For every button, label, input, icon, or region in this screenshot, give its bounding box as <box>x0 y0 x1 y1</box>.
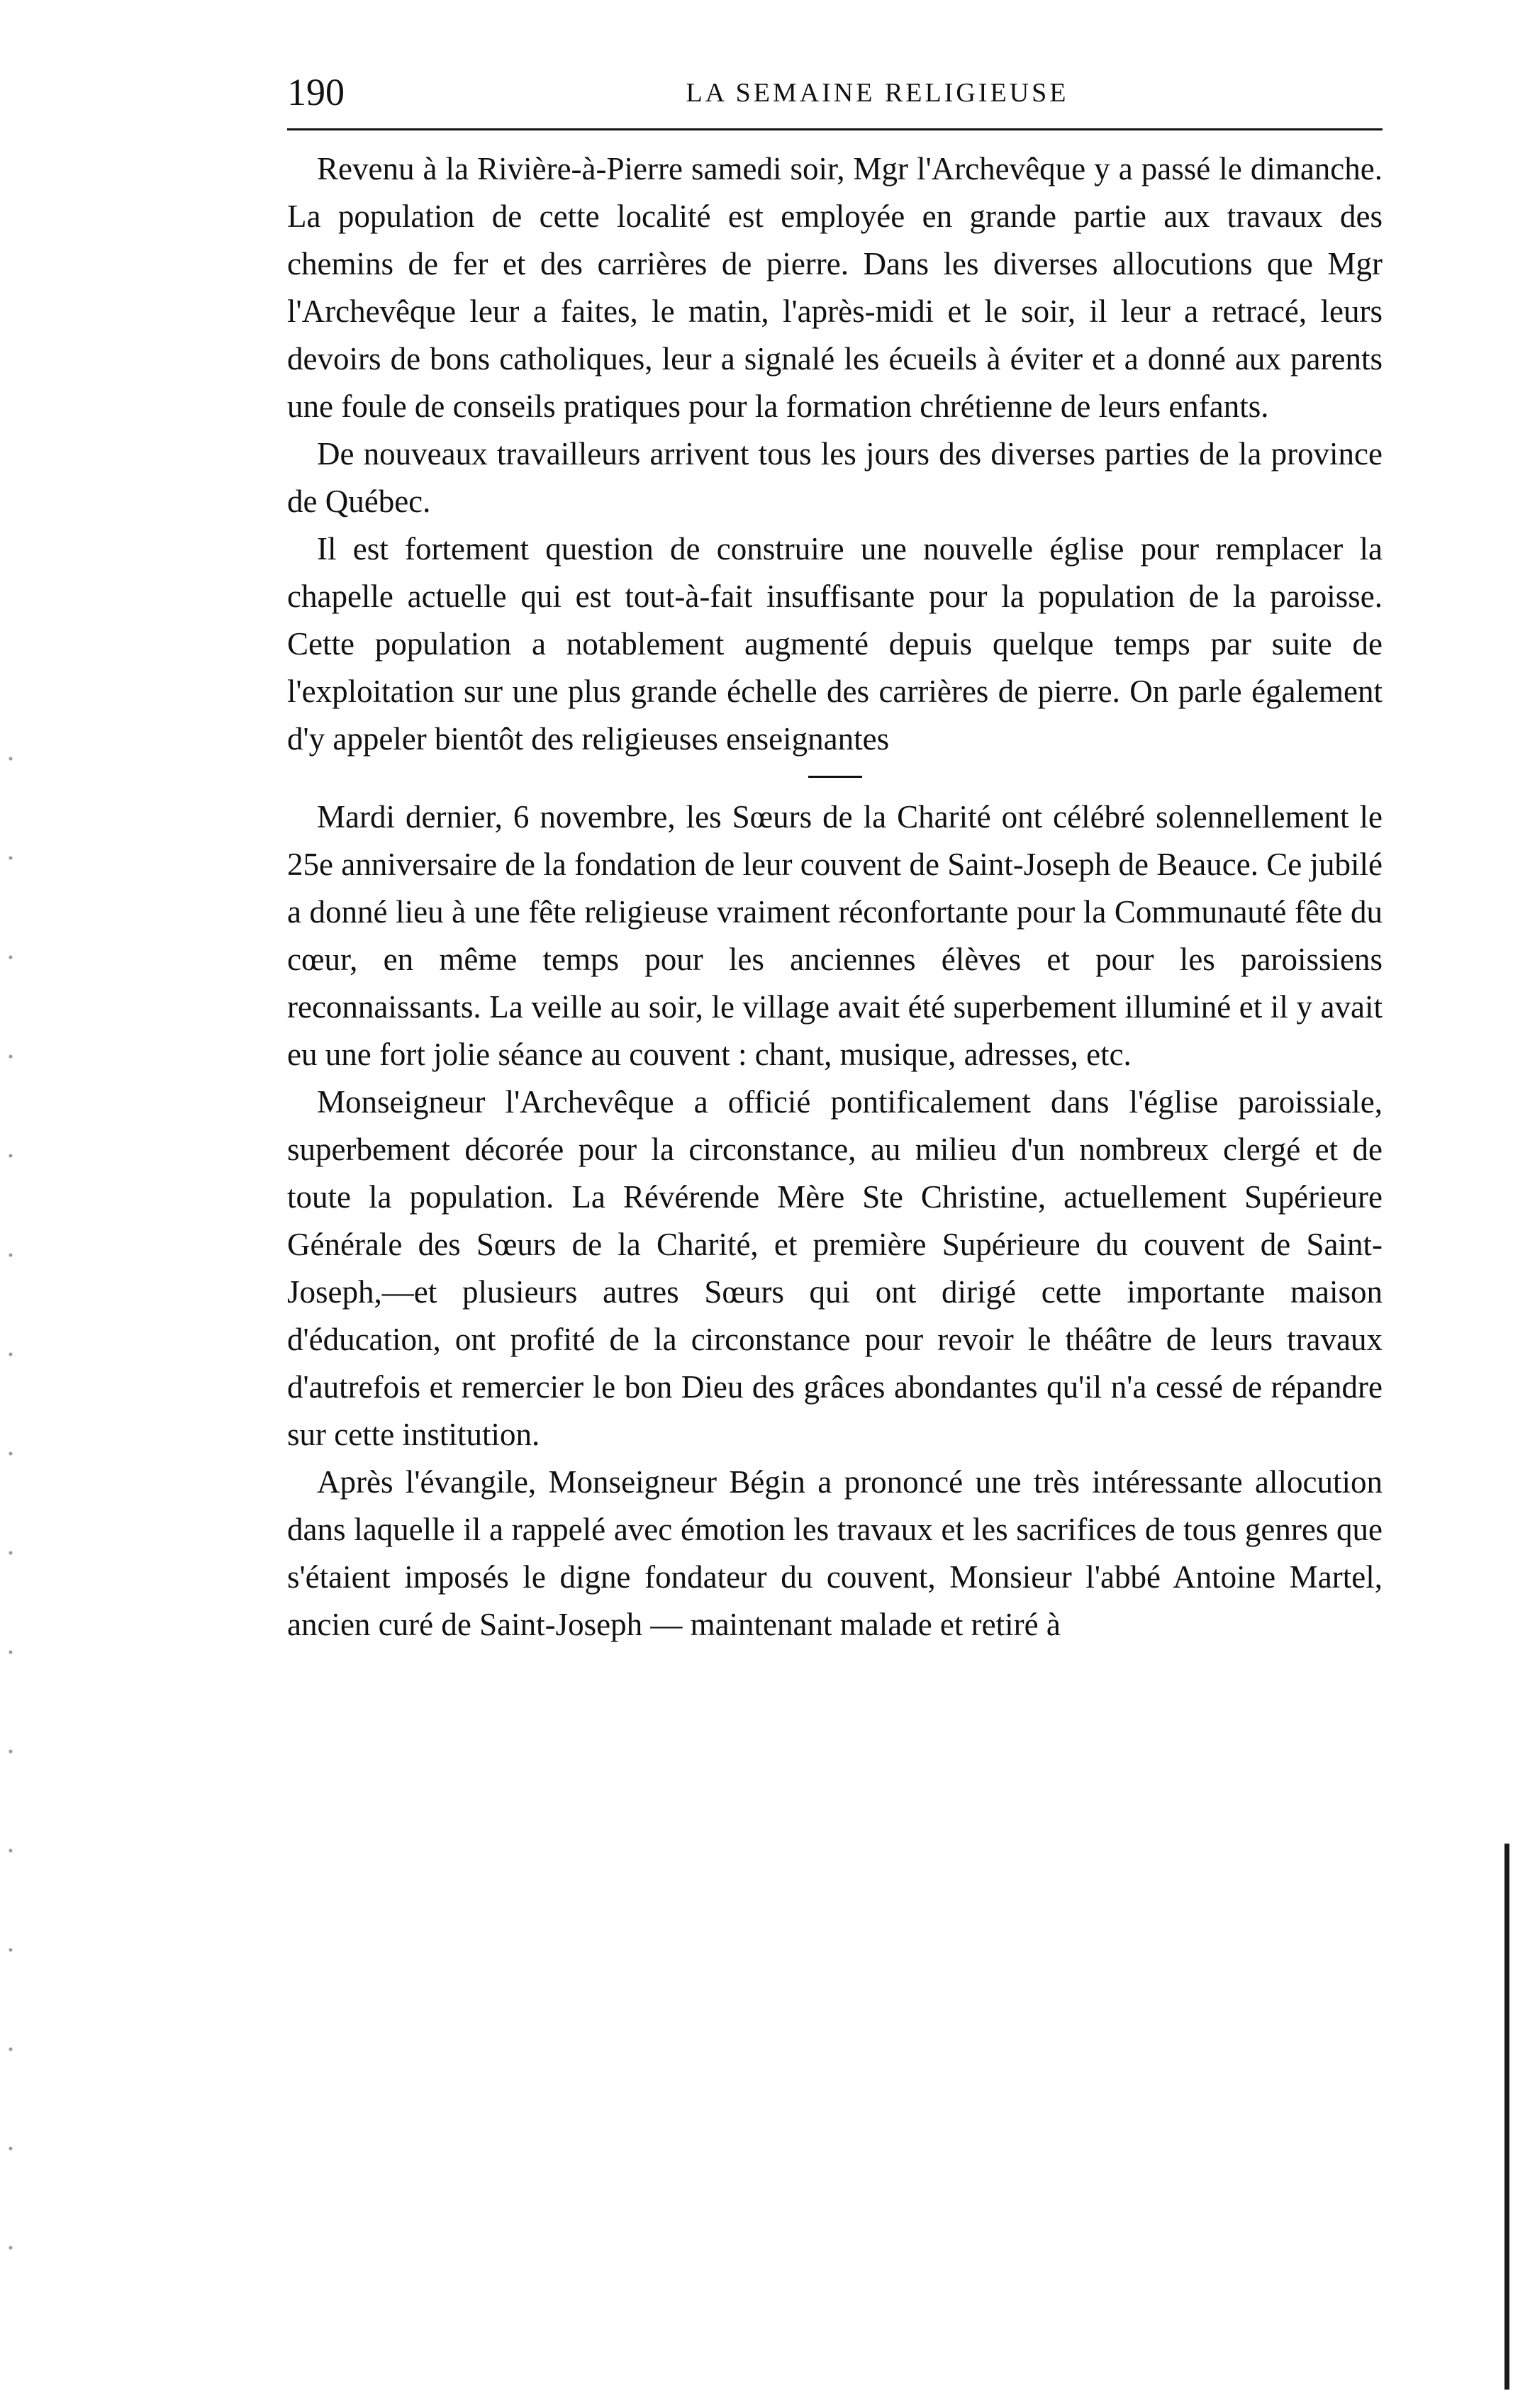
header-rule <box>287 128 1383 130</box>
scan-edge-shadow <box>1504 1844 1509 2390</box>
paragraph-rivière-à-pierre: Revenu à la Rivière-à-Pierre samedi soir, Mgr l'Archevêque y a passé le dimanche. La population de cette localité est employée en grande partie aux travaux des chemins de fer et des carrières de pierre. Dans les diverses allocutions que Mgr l'Archevêque leur a faites, le matin, l'après-midi et le soir, il leur a retracé, leurs devoirs de bons catholiques, leur a signalé les écueils à éviter et a donné aux parents une foule de conseils pratiques pour la formation chrétienne de leurs enfants. <box>287 151 1383 424</box>
running-title: LA SEMAINE RELIGIEUSE <box>686 78 1069 108</box>
paragraph-jubilé: Mardi dernier, 6 novembre, les Sœurs de la Charité ont célébré solennellement le 25e anniversaire de la fondation de leur couvent de Saint-Joseph de Beauce. Ce jubilé a donné lieu à une fête religieuse vraiment réconfortante pour la Communauté fête du cœur, en même temps pour les anciennes élèves et pour les paroissiens reconnaissants. La veille au soir, le village avait été superbement illuminé et il y avait eu une fort jolie séance au couvent : chant, musique, adresses, etc. <box>287 799 1383 1072</box>
page-number: 190 <box>287 71 345 113</box>
section-separator <box>808 776 862 778</box>
paragraph-office-pontifical: Monseigneur l'Archevêque a officié pontificalement dans l'église paroissiale, superbement décorée pour la circonstance, au milieu d'un nombreux clergé et de toute la population. La Révérende Mère Ste Christine, actuellement Supérieure Générale des Sœurs de la Charité, et première Supérieure du couvent de Saint-Joseph,—et plusieurs autres Sœurs qui ont dirigé cette importante maison d'éducation, ont profité de la circonstance pour revoir le théâtre de leurs travaux d'autrefois et remercier le bon Dieu des grâces abondantes qu'il n'a cessé de répandre sur cette institution. <box>287 1084 1383 1452</box>
scan-margin-specks <box>7 709 14 2269</box>
body-text <box>287 145 1383 1649</box>
paragraph-allocution: Après l'évangile, Monseigneur Bégin a prononcé une très intéressante allocution dans laquelle il a rappelé avec émotion les travaux et les sacrifices de tous genres que s'étaient imposés le digne fondateur du couvent, Monsieur l'abbé Antoine Martel, ancien curé de Saint-Joseph — maintenant malade et retiré à <box>287 1464 1383 1642</box>
page-header <box>287 67 1383 124</box>
paragraph-travailleurs: De nouveaux travailleurs arrivent tous les jours des diverses parties de la province de Québec. <box>287 436 1383 519</box>
paragraph-nouvelle-église: Il est fortement question de construire une nouvelle église pour remplacer la chapelle actuelle qui est tout-à-fait insuffisante pour la population de la paroisse. Cette population a notablement augmenté depuis quelque temps par suite de l'exploitation sur une plus grande échelle des carrières de pierre. On parle également d'y appeler bientôt des religieuses enseignantes <box>287 531 1383 757</box>
